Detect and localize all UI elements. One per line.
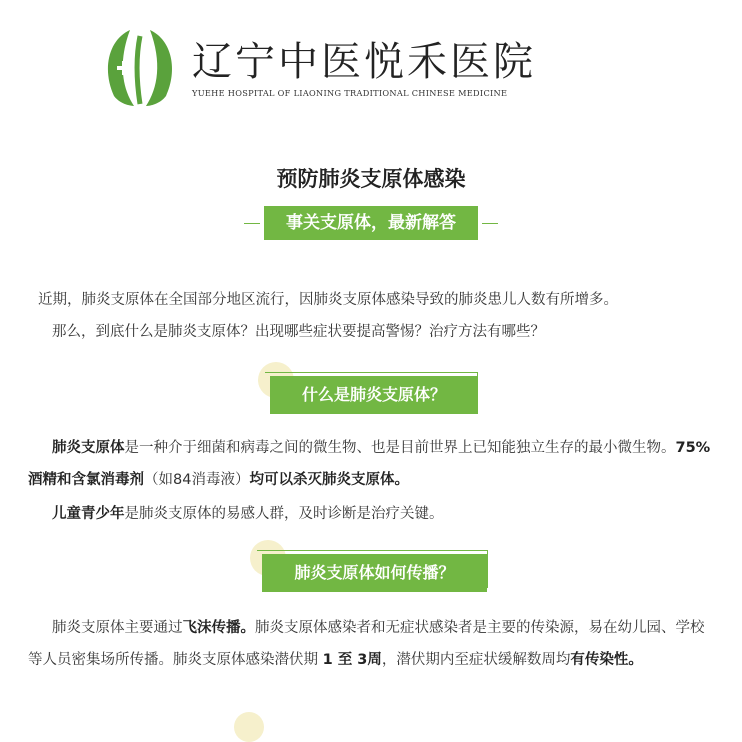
section-1-paragraph-2: 儿童青少年是肺炎支原体的易感人群，及时诊断是治疗关键。 <box>52 506 444 522</box>
hospital-logo-icon <box>100 26 180 108</box>
decor-bubble <box>234 712 264 742</box>
subtitle-label: 事关支原体，最新解答 <box>264 206 478 240</box>
section-heading-label: 肺炎支原体如何传播？ <box>262 554 487 592</box>
section-1-paragraph-1: 肺炎支原体是一种介于细菌和病毒之间的微生物、也是目前世界上已知能独立生存的最小微生物。75%酒精和含氯消毒剂（如84消毒液）均可以杀灭肺炎支原体。 <box>28 440 711 488</box>
section-2-paragraph-1: 肺炎支原体主要通过飞沫传播。肺炎支原体感染者和无症状感染者是主要的传染源，易在幼儿园、学校等人员密集场所传播。肺炎支原体感染潜伏期 1 至 3周，潜伏期内至症状缓解数周均有传染性。 <box>28 620 705 668</box>
section-heading-what-is <box>258 362 488 402</box>
bold-term: 有传染性。 <box>570 652 643 668</box>
bold-term: 均可以杀灭肺炎支原体。 <box>249 472 409 488</box>
hospital-name-cn: 辽宁中医悦禾医院 <box>192 39 536 85</box>
bold-term: 1 至 3周 <box>322 652 382 668</box>
intro-paragraph-2: 那么，到底什么是肺炎支原体？出现哪些症状要提高警惕？治疗方法有哪些？ <box>52 324 545 340</box>
bold-term: 飞沫传播。 <box>182 620 255 636</box>
bold-term: 儿童青少年 <box>52 506 125 522</box>
hospital-header <box>100 26 620 110</box>
section-heading-label: 什么是肺炎支原体？ <box>270 376 478 414</box>
subtitle-line-right <box>482 223 498 224</box>
section-heading-transmission <box>250 540 490 580</box>
bold-term: 肺炎支原体 <box>52 440 125 456</box>
subtitle-line-left <box>244 223 260 224</box>
hospital-name-en: YUEHE HOSPITAL OF LIAONING TRADITIONAL CHINESE MEDICINE <box>192 88 508 98</box>
subtitle-banner <box>0 206 742 240</box>
article-title: 预防肺炎支原体感染 <box>276 167 466 191</box>
bold-term: 75%酒精和含氯消毒剂 <box>28 440 711 488</box>
intro-paragraph-1: 近期，肺炎支原体在全国部分地区流行，因肺炎支原体感染导致的肺炎患儿人数有所增多。 <box>38 292 618 308</box>
